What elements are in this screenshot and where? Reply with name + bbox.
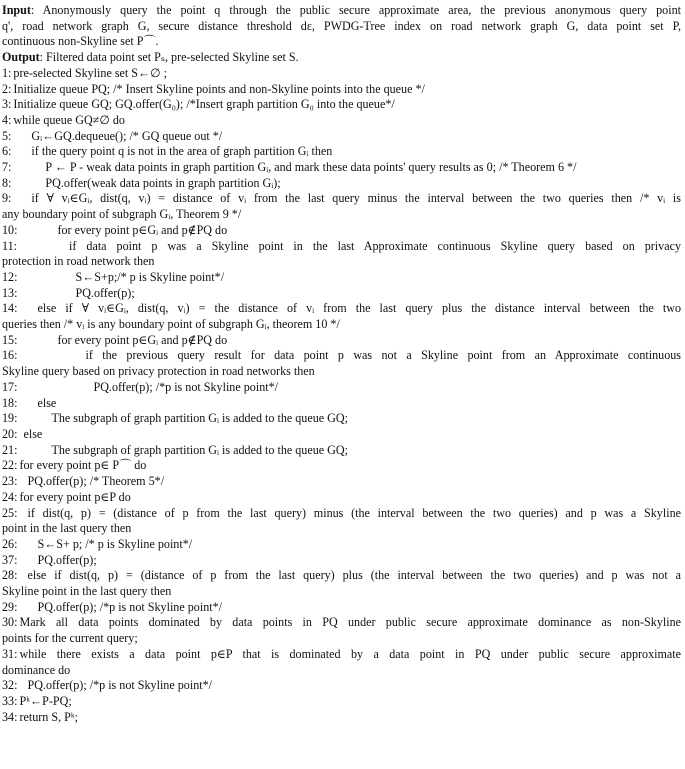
line-number: 13: (2, 285, 18, 300)
algorithm-line (2, 380, 681, 396)
line-text: Mark all data points dominated by data points in PQ under public secure approximate dominance as non-Skyline (19, 615, 681, 630)
line-number: 4: (2, 112, 12, 127)
input-text-line3: continuous non-Skyline set P⌒. (2, 34, 159, 49)
algorithm-line (2, 97, 681, 113)
line-number: 24: (2, 489, 18, 504)
line-text-continuation: Skyline point in the last query then (2, 584, 172, 599)
algorithm-line (2, 537, 681, 553)
algorithm-line (2, 678, 681, 694)
line-text: for every point p∈ P⌒ do (19, 458, 147, 473)
line-text: else (37, 395, 57, 410)
algorithm-line (2, 553, 681, 569)
line-text: else if ∀ vᵢ∈Gᵢ, dist(q, vᵢ) = the distance of vᵢ from the last query plus the distance interval between the two (37, 301, 681, 316)
algorithm-line (2, 411, 681, 427)
line-text: if ∀ vᵢ∈Gᵢ, dist(q, vᵢ) = distance of vᵢ from the last query minus the interval between the two queries then /* vᵢ is (31, 191, 681, 206)
line-number: 20: (2, 426, 18, 441)
line-text: for every point p∈P do (19, 489, 131, 504)
input-text-line1: : Anonymously query the point q through the public secure approximate area, the previous anonymous query point (30, 3, 681, 17)
algorithm-line (2, 270, 681, 286)
line-text: PQ.offer(p); /* Theorem 5*/ (27, 474, 165, 489)
algorithm-line (2, 427, 681, 443)
line-number: 11: (2, 238, 18, 253)
line-text: pre-selected Skyline set S←∅ ; (13, 65, 168, 80)
line-text: Initialize queue PQ; /* Insert Skyline points and non-Skyline points into the queue */ (13, 81, 425, 96)
output-text: : Filtered data point set Pₛ, pre-selected Skyline set S. (39, 50, 299, 65)
line-number: 19: (2, 411, 18, 426)
line-text: while there exists a data point p∈P that is dominated by a data point in PQ under public secure approximate (19, 646, 681, 661)
line-text: PQ.offer(p); /*p is not Skyline point*/ (93, 379, 279, 394)
line-number: 12: (2, 269, 18, 284)
line-text-continuation: dominance do (2, 662, 71, 677)
algorithm-lines (2, 66, 681, 726)
line-text: PQ.offer(p); (37, 552, 97, 567)
line-number: 10: (2, 222, 18, 237)
algorithm-line (2, 82, 681, 98)
line-number: 26: (2, 536, 18, 551)
algorithm-line (2, 66, 681, 82)
output-section (2, 50, 681, 66)
line-number: 28: (2, 568, 18, 583)
line-text-continuation: points for the current query; (2, 631, 138, 646)
line-text-continuation: queries then /* vᵢ is any boundary point of subgraph Gᵢ, theorem 10 */ (2, 317, 340, 332)
algorithm-line (2, 710, 681, 726)
algorithm-line (2, 615, 681, 646)
input-section (2, 3, 681, 50)
line-number: 2: (2, 81, 12, 96)
line-text-continuation: Skyline query based on privacy protection in road networks then (2, 364, 315, 379)
line-text: if the previous query result for data point p was not a Skyline point from an Approximate continuous (85, 348, 681, 363)
line-text: Initialize queue GQ; GQ.offer(G₀); /*Insert graph partition G₀ into the queue*/ (13, 97, 395, 112)
algorithm-line (2, 333, 681, 349)
algorithm-line (2, 506, 681, 537)
algorithm-line (2, 301, 681, 332)
line-text: while queue GQ≠∅ do (13, 112, 125, 127)
line-number: 1: (2, 65, 12, 80)
line-number: 37: (2, 552, 18, 567)
line-number: 17: (2, 379, 18, 394)
algorithm-line (2, 348, 681, 379)
line-number: 16: (2, 348, 18, 363)
algorithm-line (2, 458, 681, 474)
line-number: 3: (2, 97, 12, 112)
algorithm-line (2, 443, 681, 459)
line-text: if data point p was a Skyline point in the last Approximate continuous Skyline query based on privacy (69, 238, 681, 253)
line-number: 34: (2, 709, 18, 724)
algorithm-line (2, 223, 681, 239)
line-text: for every point p∈Gᵢ and p∉PQ do (57, 332, 228, 347)
line-text: else (23, 426, 43, 441)
line-text: PQ.offer(p); /*p is not Skyline point*/ (27, 678, 213, 693)
line-number: 23: (2, 474, 18, 489)
line-number: 5: (2, 128, 12, 143)
line-number: 9: (2, 191, 12, 206)
line-number: 22: (2, 458, 18, 473)
algorithm-line (2, 568, 681, 599)
line-number: 30: (2, 615, 18, 630)
line-text: The subgraph of graph partition Gᵢ is added to the queue GQ; (51, 442, 348, 457)
line-number: 29: (2, 599, 18, 614)
line-number: 25: (2, 505, 18, 520)
algorithm-line (2, 239, 681, 270)
algorithm-line (2, 113, 681, 129)
line-text-continuation: protection in road network then (2, 254, 155, 269)
line-number: 31: (2, 646, 18, 661)
algorithm-line (2, 160, 681, 176)
algorithm-line (2, 176, 681, 192)
line-text: if the query point q is not in the area of graph partition Gᵢ then (31, 144, 333, 159)
input-text-line2: q', road network graph G, secure distance threshold dε, PWDG-Tree index on road network graph G, data point set P, (2, 18, 681, 33)
line-number: 32: (2, 678, 18, 693)
line-text: if dist(q, p) = (distance of p from the last query) minus (the interval between the two queries) and p was a Skyline (27, 505, 681, 520)
line-text: PQ.offer(p); (75, 285, 135, 300)
algorithm-line (2, 396, 681, 412)
line-text: Pᵏ←P-PQ; (19, 693, 72, 708)
line-number: 33: (2, 693, 18, 708)
line-text-continuation: any boundary point of subgraph Gᵢ, Theorem 9 */ (2, 207, 242, 222)
line-text: else if dist(q, p) = (distance of p from the last query) plus (the interval between the two queries) and p was not a (27, 568, 681, 583)
algorithm-line (2, 191, 681, 222)
line-number: 21: (2, 442, 18, 457)
algorithm-line (2, 144, 681, 160)
line-number: 14: (2, 301, 18, 316)
algorithm-line (2, 694, 681, 710)
line-text: PQ.offer(weak data points in graph partition Gᵢ); (45, 175, 281, 190)
line-number: 8: (2, 175, 12, 190)
line-text: P ← P - weak data points in graph partition Gᵢ, and mark these data points' query results as 0; /* Theorem 6 */ (45, 160, 577, 175)
line-number: 6: (2, 144, 12, 159)
line-text: for every point p∈Gᵢ and p∉PQ do (57, 222, 228, 237)
algorithm-line (2, 600, 681, 616)
line-text: S←S+p;/* p is Skyline point*/ (75, 269, 225, 284)
line-text-continuation: point in the last query then (2, 521, 132, 536)
line-text: S←S+ p; /* p is Skyline point*/ (37, 536, 193, 551)
algorithm-line (2, 490, 681, 506)
line-number: 18: (2, 395, 18, 410)
line-text: Gᵢ←GQ.dequeue(); /* GQ queue out */ (31, 128, 223, 143)
input-label: Input (2, 3, 31, 17)
line-text: return S, Pᵏ; (19, 709, 79, 724)
algorithm-line (2, 474, 681, 490)
line-text: The subgraph of graph partition Gᵢ is added to the queue GQ; (51, 411, 348, 426)
line-number: 15: (2, 332, 18, 347)
algorithm-line (2, 647, 681, 678)
algorithm-line (2, 286, 681, 302)
line-number: 7: (2, 160, 12, 175)
algorithm-line (2, 129, 681, 145)
line-text: PQ.offer(p); /*p is not Skyline point*/ (37, 599, 223, 614)
output-label: Output (2, 50, 40, 65)
